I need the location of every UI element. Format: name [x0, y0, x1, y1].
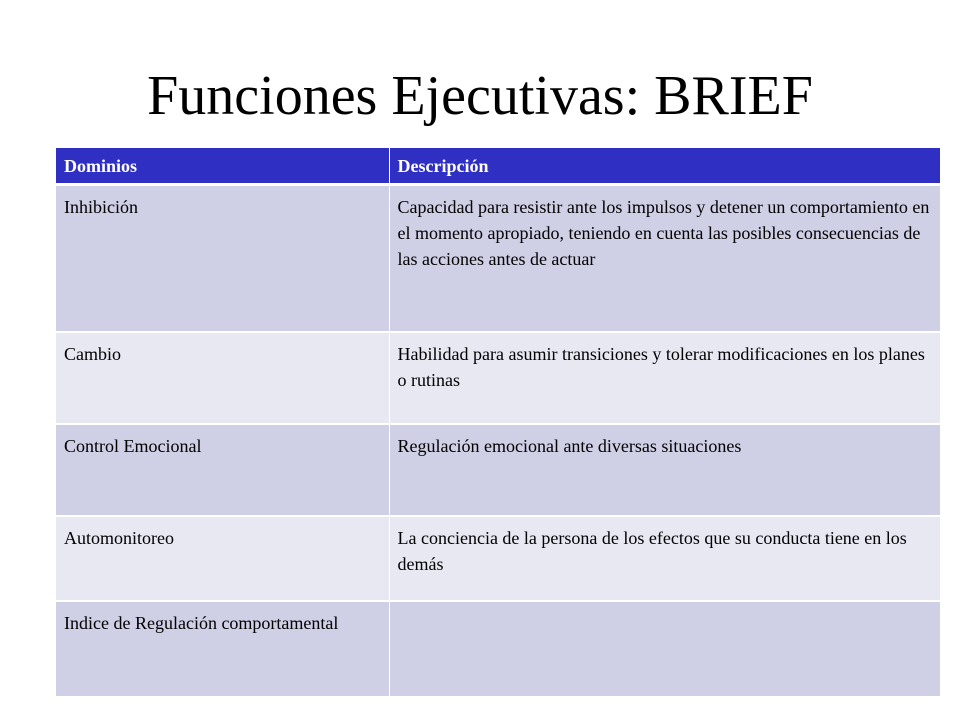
slide-title: Funciones Ejecutivas: BRIEF — [147, 65, 813, 127]
descripcion-cell — [389, 601, 940, 697]
header-dominios: Dominios — [56, 148, 389, 185]
table-row — [56, 424, 940, 516]
descripcion-cell: Capacidad para resistir ante los impulsos y detener un comportamiento en el momento apropiado, teniendo en cuenta las posibles consecuencias de las acciones antes de actuar — [389, 185, 940, 333]
dominio-cell: Automonitoreo — [56, 516, 389, 601]
table-row — [56, 185, 940, 333]
table-row — [56, 516, 940, 601]
descripcion-cell: Regulación emocional ante diversas situaciones — [389, 424, 940, 516]
dominio-cell: Control Emocional — [56, 424, 389, 516]
dominio-cell: Inhibición — [56, 185, 389, 333]
descripcion-cell: La conciencia de la persona de los efectos que su conducta tiene en los demás — [389, 516, 940, 601]
header-descripcion: Descripción — [389, 148, 940, 185]
table-row — [56, 332, 940, 424]
dominio-cell: Indice de Regulación comportamental — [56, 601, 389, 697]
dominio-cell: Cambio — [56, 332, 389, 424]
brief-table — [56, 148, 940, 698]
descripcion-cell: Habilidad para asumir transiciones y tolerar modificaciones en los planes o rutinas — [389, 332, 940, 424]
table-row — [56, 601, 940, 697]
table-header-row — [56, 148, 940, 185]
